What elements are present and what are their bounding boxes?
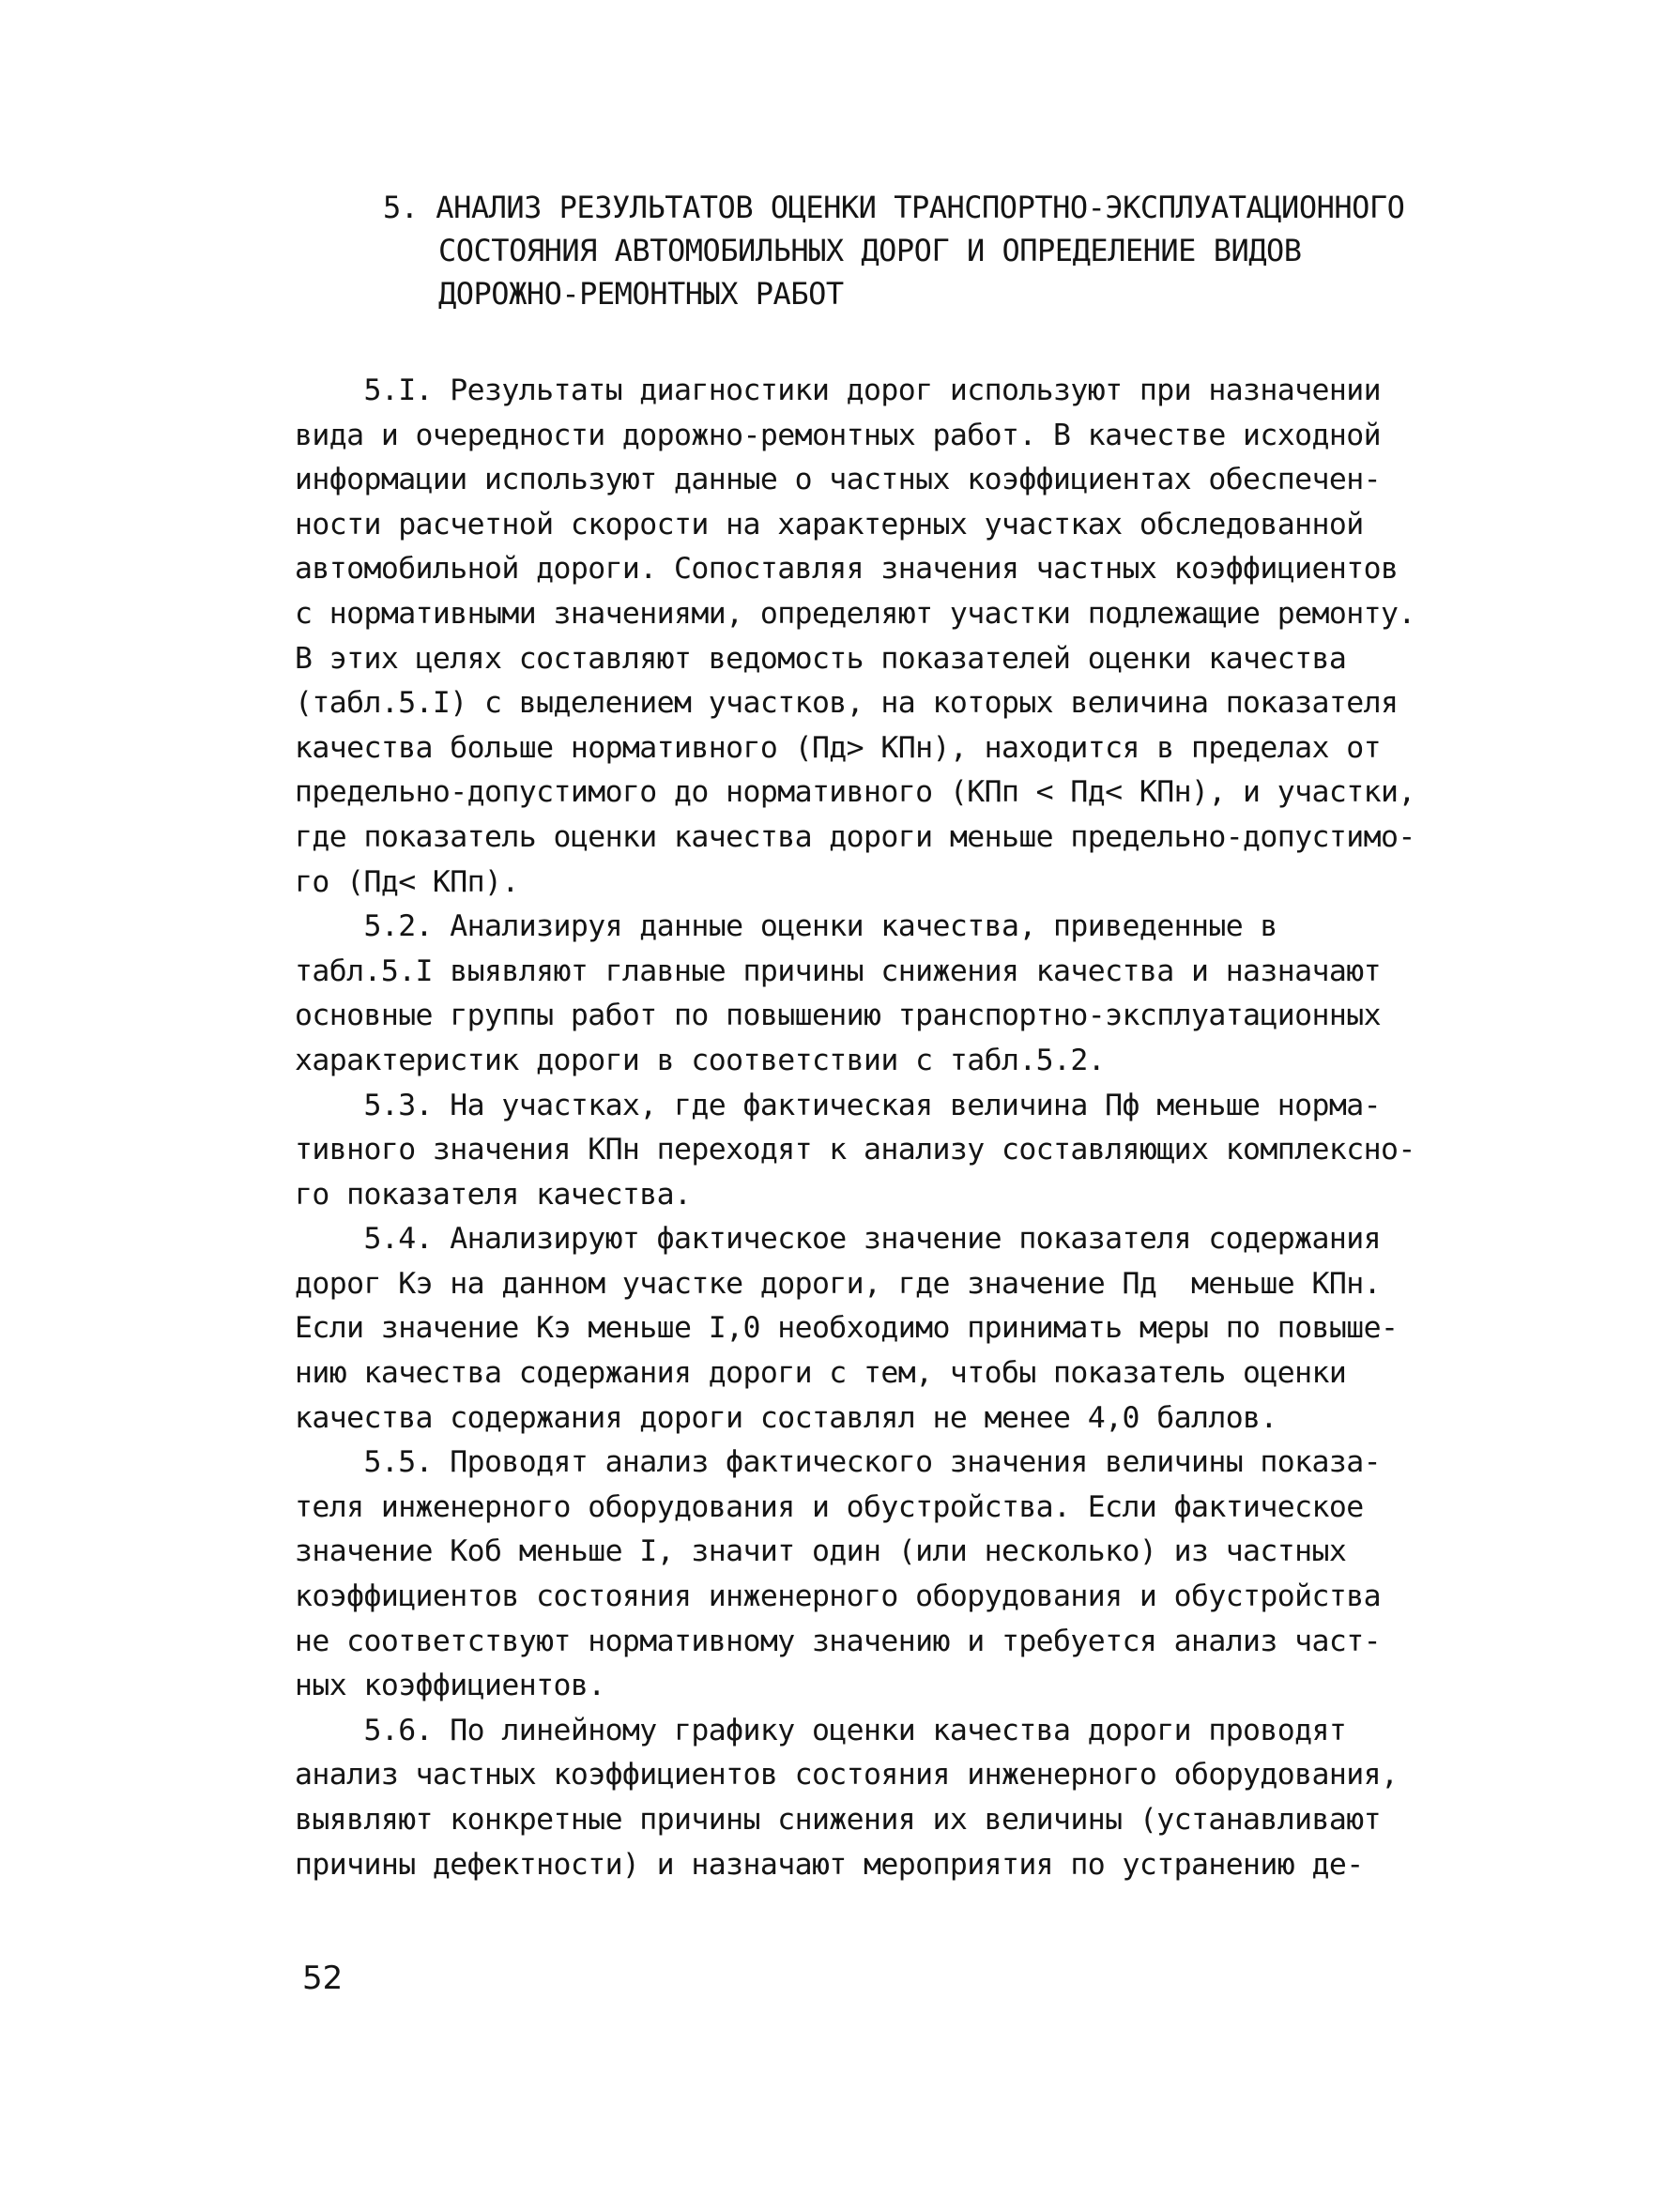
text-line: причины дефектности) и назначают мероприятия по устранению де- bbox=[295, 1847, 1364, 1882]
text-line: информации используют данные о частных коэффициентах обеспечен- bbox=[295, 463, 1381, 497]
body-text bbox=[295, 369, 1515, 1887]
text-line: 5.2. Анализируя данные оценки качества, приведенные в bbox=[295, 909, 1277, 944]
text-line: характеристик дороги в соответствии с табл.5.2. bbox=[295, 1043, 1106, 1077]
text-line: с нормативными значениями, определяют участки подлежащие ремонту. bbox=[295, 596, 1415, 631]
text-line: вида и очередности дорожно-ремонтных работ. В качестве исходной bbox=[295, 418, 1381, 452]
text-line: ности расчетной скорости на характерных участках обследованной bbox=[295, 507, 1364, 542]
paragraph-5-4 bbox=[295, 1217, 1515, 1441]
text-line: не соответствуют нормативному значению и требуется анализ част- bbox=[295, 1624, 1381, 1658]
text-line: ных коэффициентов. bbox=[295, 1669, 605, 1703]
text-line: 5.6. По линейному графику оценки качества дороги проводят bbox=[295, 1713, 1347, 1747]
text-line: 5.5. Проводят анализ фактического значения величины показа- bbox=[295, 1445, 1381, 1480]
section-heading bbox=[383, 186, 1509, 315]
text-line: значение Коб меньше I, значит один (или несколько) из частных bbox=[295, 1534, 1347, 1569]
text-line: коэффициентов состояния инженерного оборудования и обустройства bbox=[295, 1579, 1381, 1614]
text-line: 5.3. На участках, где фактическая величина Пф меньше норма- bbox=[295, 1088, 1381, 1122]
heading-number: 5. bbox=[383, 190, 419, 225]
text-line: нию качества содержания дороги с тем, чтобы показатель оценки bbox=[295, 1356, 1347, 1391]
text-line: табл.5.I выявляют главные причины снижения качества и назначают bbox=[295, 953, 1381, 988]
text-line: анализ частных коэффициентов состояния инженерного оборудования, bbox=[295, 1758, 1399, 1792]
text-line: выявляют конкретные причины снижения их величины (устанавливают bbox=[295, 1803, 1381, 1837]
text-line: тивного значения КПн переходят к анализу составляющих комплексно- bbox=[295, 1133, 1415, 1167]
text-line: качества содержания дороги составлял не менее 4,0 баллов. bbox=[295, 1400, 1277, 1435]
text-line: основные группы работ по повышению транспортно-эксплуатационных bbox=[295, 999, 1381, 1033]
paragraph-5-3 bbox=[295, 1084, 1515, 1218]
text-line: качества больше нормативного (Пд> КПн), находится в пределах от bbox=[295, 730, 1381, 765]
text-line: автомобильной дороги. Сопоставляя значения частных коэффициентов bbox=[295, 552, 1399, 587]
text-line: (табл.5.I) с выделением участков, на которых величина показателя bbox=[295, 686, 1399, 721]
text-line: 5.I. Результаты диагностики дорог используют при назначении bbox=[295, 374, 1381, 407]
paragraph-5-1 bbox=[295, 369, 1515, 905]
text-line: дорог Кэ на данном участке дороги, где значение Пд меньше КПн. bbox=[295, 1266, 1381, 1301]
text-line: В этих целях составляют ведомость показателей оценки качества bbox=[295, 641, 1347, 676]
text-line: 5.4. Анализируют фактическое значение показателя содержания bbox=[295, 1222, 1381, 1257]
paragraph-5-6 bbox=[295, 1709, 1515, 1887]
text-line: Если значение Кэ меньше I,0 необходимо принимать меры по повыше- bbox=[295, 1311, 1399, 1346]
text-line: где показатель оценки качества дороги меньше предельно-допустимо- bbox=[295, 819, 1415, 854]
text-line: теля инженерного оборудования и обустройства. Если фактическое bbox=[295, 1489, 1364, 1524]
heading-line-1 bbox=[383, 186, 1509, 229]
heading-line-3: ДОРОЖНО-РЕМОНТНЫХ РАБОТ bbox=[438, 276, 844, 312]
page-number: 52 bbox=[302, 1960, 344, 1997]
paragraph-5-2 bbox=[295, 905, 1515, 1083]
text-line: предельно-допустимого до нормативного (КПп < Пд< КПн), и участки, bbox=[295, 775, 1415, 810]
heading-text-1: АНАЛИЗ РЕЗУЛЬТАТОВ ОЦЕНКИ ТРАНСПОРТНО-ЭКСПЛУАТАЦИОННОГО bbox=[436, 190, 1405, 225]
paragraph-5-5 bbox=[295, 1441, 1515, 1709]
heading-line-2: СОСТОЯНИЯ АВТОМОБИЛЬНЫХ ДОРОГ И ОПРЕДЕЛЕНИЕ ВИДОВ bbox=[438, 233, 1302, 268]
text-line: го показателя качества. bbox=[295, 1177, 692, 1212]
text-line: го (Пд< КПп). bbox=[295, 864, 519, 899]
